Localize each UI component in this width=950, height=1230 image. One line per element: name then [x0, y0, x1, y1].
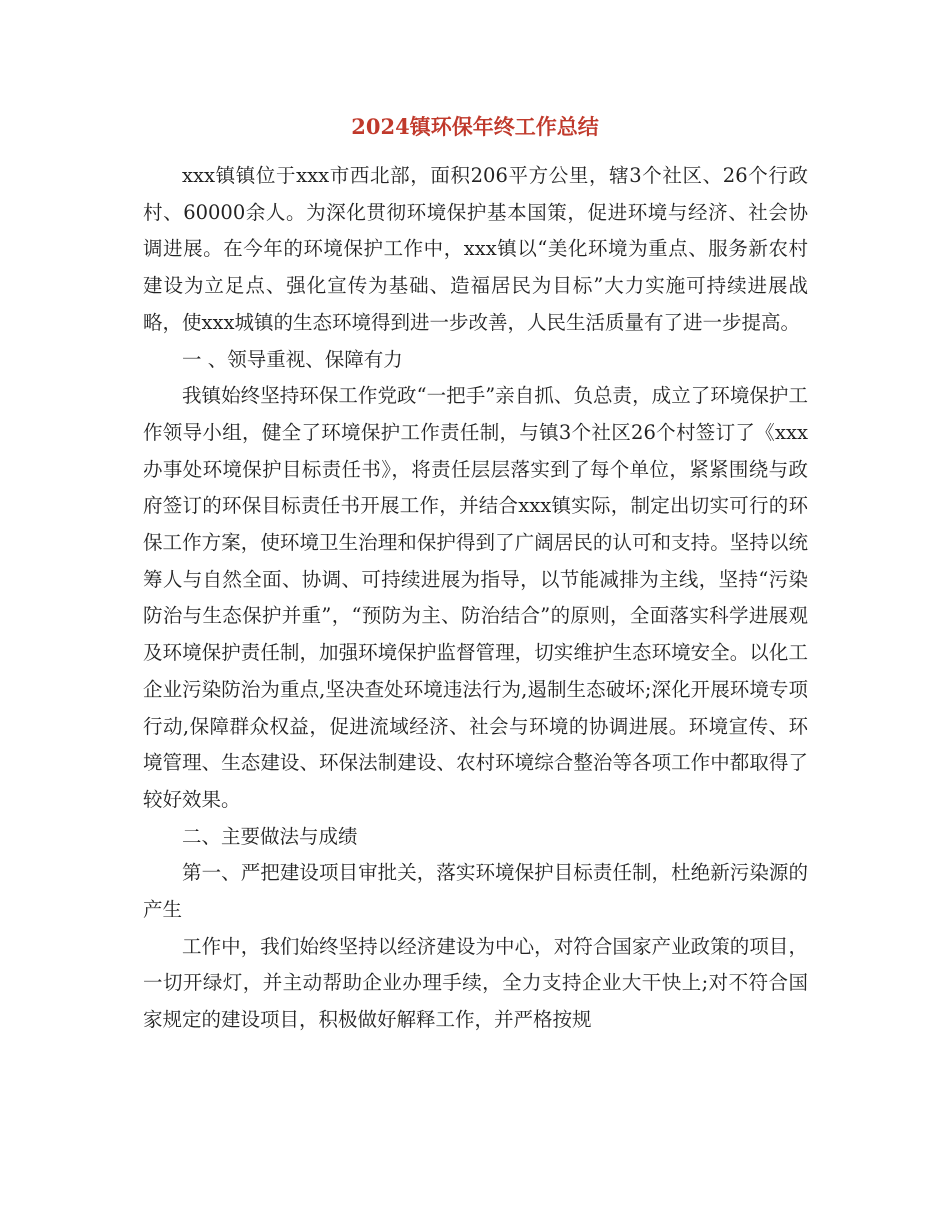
paragraph-approval: 工作中，我们始终坚持以经济建设为中心，对符合国家产业政策的项目，一切开绿灯，并主动帮助企业办理手续，全力支持企业大干快上;对不符合国家规定的建设项目，积极做好解释工作，并严格按规	[143, 934, 808, 1032]
document-title: 2024镇环保年终工作总结	[351, 114, 599, 139]
paragraph-intro: xxx镇镇位于xxx市西北部，面积206平方公里，辖3个社区、26个行政村、60000余人。为深化贯彻环境保护基本国策，促进环境与经济、社会协调进展。在今年的环境保护工作中，xxx镇以“美化环境为重点、服务新农村建设为立足点、强化宣传为基础、造福居民为目标”大力实施可持续进展战略，使xxx城镇的生态环境得到进一步改善，人民生活质量有了进一步提高。	[143, 164, 808, 334]
section-heading-1: 一 、领导重视、保障有力	[182, 347, 403, 371]
document-body	[143, 158, 808, 1039]
subsection-heading-1: 第一、严把建设项目审批关，落实环境保护目标责任制，杜绝新污染源的产生	[143, 861, 808, 922]
paragraph-leadership: 我镇始终坚持环保工作党政“一把手”亲自抓、负总责，成立了环境保护工作领导小组，健全了环境保护工作责任制，与镇3个社区26个村签订了《xxx办事处环境保护目标责任书》，将责任层层落实到了每个单位，紧紧围绕与政府签订的环保目标责任书开展工作，并结合xxx镇实际，制定出切实可行的环保工作方案，使环境卫生治理和保护得到了广阔居民的认可和支持。坚持以统筹人与自然全面、协调、可持续进展为指导，以节能减排为主线，坚持“污染防治与生态保护并重”，“预防为主、防治结合”的原则，全面落实科学进展观及环境保护责任制，加强环境保护监督管理，切实维护生态环境安全。以化工企业污染防治为重点,坚决查处环境违法行为,遏制生态破坏;深化开展环境专项行动,保障群众权益，促进流域经济、社会与环境的协调进展。环境宣传、环境管理、生态建设、环保法制建设、农村环境综合整治等各项工作中都取得了较好效果。	[143, 384, 808, 811]
section-heading-2: 二、主要做法与成绩	[182, 824, 358, 848]
